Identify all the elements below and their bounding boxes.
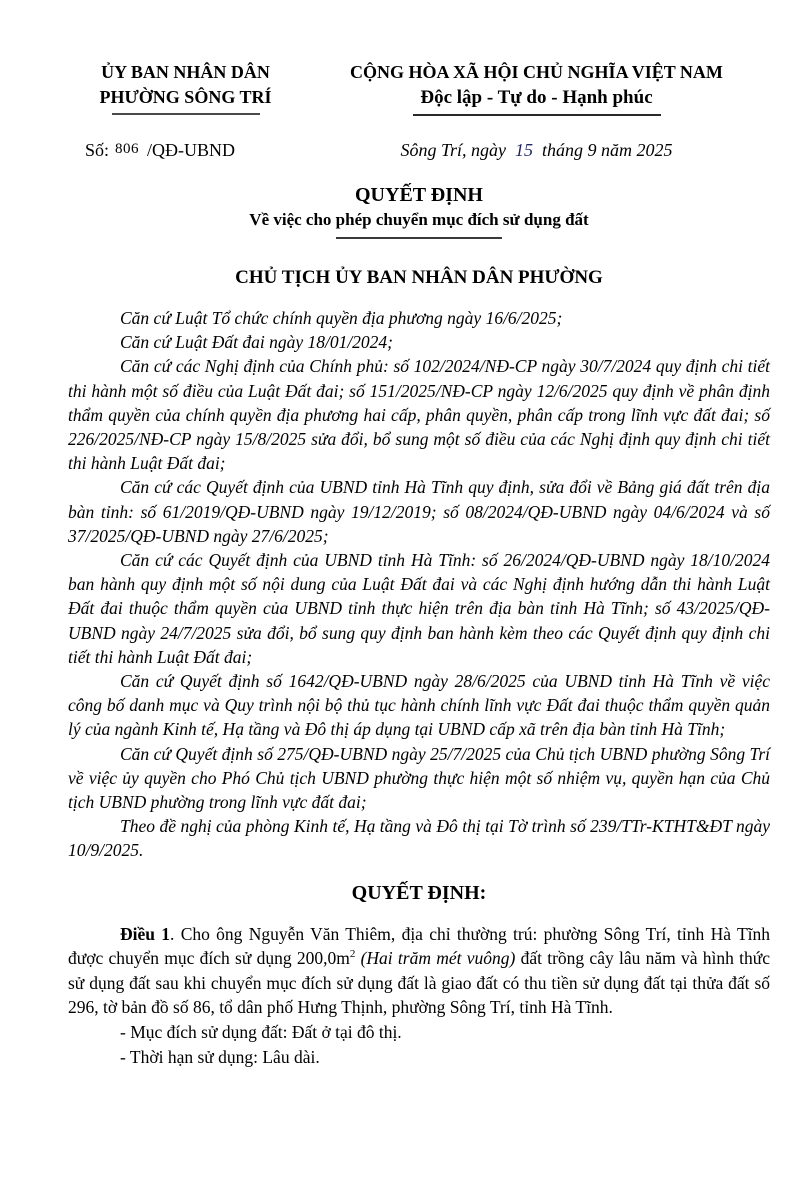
org-underline — [112, 113, 260, 115]
issuing-org-line1: ỦY BAN NHÂN DÂN — [101, 62, 270, 82]
issuer-heading: CHỦ TỊCH ỦY BAN NHÂN DÂN PHƯỜNG — [235, 267, 603, 288]
preamble-paragraph: Căn cứ các Nghị định của Chính phủ: số 102/2024/NĐ-CP ngày 30/7/2024 quy định chi tiết thi hành một số điều của Luật Đất đai; số 151/2025/NĐ-CP ngày 12/6/2025 quy định về phân định thẩm quyền của chính quyền địa phương hai cấp, phân quyền, phân cấp trong lĩnh vực đất đai; số 226/2025/NĐ-CP ngày 15/8/2025 sửa đổi, bổ sung một số điều của các Nghị định quy định chi tiết thi hành Luật Đất đai; — [68, 356, 770, 474]
article-1-text-after: đất trồng cây lâu năm và hình thức sử dụng đất sau khi chuyển mục đích sử dụng đất là giao đất có thu tiền sử dụng đất tại thửa đất số 296, tờ bản đồ số 86, tổ dân phố Hưng Thịnh, phường Sông Trí, tỉnh Hà Tĩnh. — [68, 948, 770, 1018]
document-number-suffix: /QĐ-UBND — [147, 140, 236, 160]
document-subtitle: Về việc cho phép chuyển mục đích sử dụng đất — [249, 210, 589, 229]
land-use-term-line: - Thời hạn sử dụng: Lâu dài. — [120, 1046, 320, 1067]
national-motto: Độc lập - Tự do - Hạnh phúc — [420, 87, 653, 108]
preamble-paragraph: Căn cứ Luật Tổ chức chính quyền địa phương ngày 16/6/2025; — [120, 308, 563, 328]
document-number-value: 806 — [115, 141, 140, 157]
preamble-paragraph: Căn cứ Quyết định số 1642/QĐ-UBND ngày 28/6/2025 của UBND tỉnh Hà Tĩnh về việc công bố danh mục và Quy trình nội bộ thủ tục hành chính lĩnh vực Đất đai thuộc thẩm quyền quản lý của ngành Kinh tế, Hạ tầng và Đô thị áp dụng tại UBND cấp xã trên địa bàn tỉnh Hà Tĩnh; — [68, 671, 770, 740]
national-title: CỘNG HÒA XÃ HỘI CHỦ NGHĨA VIỆT NAM — [350, 62, 723, 82]
date-prefix: Sông Trí, ngày — [400, 140, 506, 160]
date-suffix: tháng 9 năm 2025 — [542, 140, 673, 160]
area-in-words: (Hai trăm mét vuông) — [355, 948, 521, 969]
place-date-line — [303, 140, 770, 161]
title-divider — [336, 237, 502, 239]
document-number-label: Số: — [85, 140, 110, 160]
document-title-block — [68, 182, 770, 239]
preamble-paragraph: Căn cứ Luật Đất đai ngày 18/01/2024; — [120, 332, 394, 353]
issuing-org-block — [68, 60, 303, 116]
preamble-paragraph: Theo đề nghị của phòng Kinh tế, Hạ tầng và Đô thị tại Tờ trình số 239/TTr-KTHT&ĐT ngày 10/9/2025. — [68, 816, 770, 861]
preamble-section — [68, 306, 770, 863]
preamble-paragraph: Căn cứ các Quyết định của UBND tỉnh Hà Tĩnh quy định, sửa đổi về Bảng giá đất trên địa bàn tỉnh: số 61/2019/QĐ-UBND ngày 19/12/2019; số 08/2024/QĐ-UBND ngày 04/6/2024 và số 37/2025/QĐ-UBND ngày 27/6/2025; — [68, 477, 770, 546]
preamble-paragraph: Căn cứ các Quyết định của UBND tỉnh Hà Tĩnh: số 26/2024/QĐ-UBND ngày 18/10/2024 ban hành quy định một số nội dung của Luật Đất đai và các Nghị định hướng dẫn thi hành Luật Đất đai thuộc thẩm quyền của UBND tỉnh thực hiện trên địa bàn tỉnh Hà Tĩnh; số 43/2025/QĐ-UBND ngày 24/7/2025 sửa đổi, bổ sung quy định ban hành kèm theo các Quyết định quy định chi tiết thi hành Luật Đất đai; — [68, 550, 770, 667]
document-number — [68, 140, 303, 161]
document-title: QUYẾT ĐỊNH — [355, 184, 483, 206]
number-date-row — [68, 140, 770, 161]
date-day-value: 15 — [515, 140, 533, 160]
preamble-paragraph: Căn cứ Quyết định số 275/QĐ-UBND ngày 25/7/2025 của Chủ tịch UBND phường Sông Trí về việc ủy quyền cho Phó Chủ tịch UBND phường thực hiện một số nhiệm vụ, quyền hạn của Chủ tịch UBND phường trong lĩnh vực đất đai; — [68, 743, 770, 813]
motto-underline — [413, 114, 661, 116]
article-1-label: Điều 1 — [120, 923, 171, 944]
issuing-org-line2: PHƯỜNG SÔNG TRÍ — [99, 87, 272, 107]
article-1-paragraph — [68, 922, 770, 1020]
article-1-text-before-area: . Cho ông Nguyễn Văn Thiêm, địa chỉ thường trú: phường Sông Trí, tỉnh Hà Tĩnh được chuyển mục đích sử dụng 200,0m — [68, 923, 771, 969]
national-header-block — [303, 60, 770, 116]
decision-heading: QUYẾT ĐỊNH: — [351, 881, 487, 904]
square-meter-superscript: 2 — [349, 948, 356, 961]
letterhead — [68, 60, 770, 116]
land-use-purpose-line: - Mục đích sử dụng đất: Đất ở tại đô thị. — [120, 1021, 402, 1042]
